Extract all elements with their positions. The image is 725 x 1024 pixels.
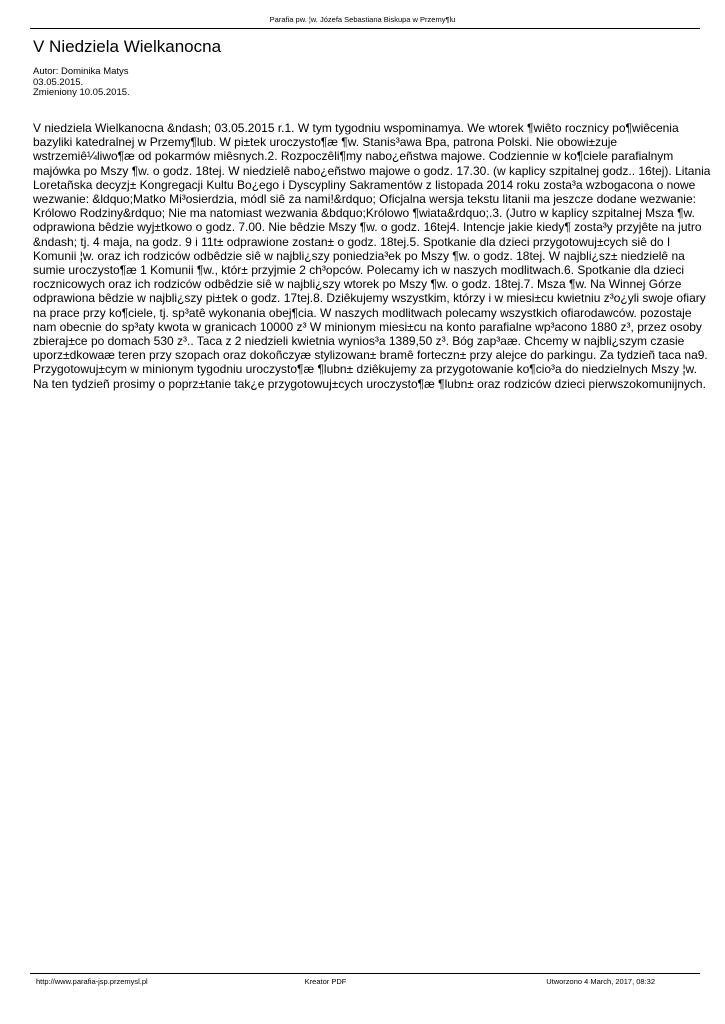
footer-url: http://www.parafia-jsp.przemysl.pl (36, 977, 148, 986)
running-header: Parafia pw. ¦w. Józefa Sebastiana Biskupa w Przemy¶lu (269, 15, 456, 24)
article-date: 03.05.2015. (33, 76, 84, 88)
article-author: Autor: Dominika Matys (33, 66, 129, 77)
footer-created-date: Utworzono 4 March, 2017, 08:32 (546, 977, 655, 986)
article-meta (33, 67, 130, 99)
article-modified-date: Zmieniony 10.05.2015. (33, 87, 130, 99)
article-title: V Niedziela Wielkanocna (33, 37, 222, 56)
footer-generator: Kreator PDF (304, 977, 347, 986)
article-body: V niedziela Wielkanocna &ndash; 03.05.2015 r.1. W tym tygodniu wspominamya. We wtorek ¶wiêto rocznicy po¶wiêcenia bazyliki katedralnej w Przemy¶lub. W pi±tek uroczysto¶æ ¶w. Stanis³awa Bpa, patrona Polski. Nie obowi±zuje wstrzemiê¼liwo¶æ od pokarmów miêsnych.2. Rozpoczêli¶my nabo¿eñstwa majowe. Codziennie w ko¶ciele parafialnym majówka po Mszy ¶w. o godz. 18tej. W niedzielê nabo¿eñstwo majowe o godz. 17.30. (w kaplicy szpitalnej godz.. 16tej). Litania Loretañska decyzj± Kongregacji Kultu Bo¿ego i Dyscypliny Sakramentów z listopada 2014 roku zosta³a wzbogacona o nowe wezwanie: &ldquo;Matko Mi³osierdzia, módl siê za nami!&rdquo; Oficjalna wersja tekstu litanii ma jeszcze dodane wezwanie: Królowo Rodziny&rdquo; Nie ma natomiast wezwania &bdquo;Królowo ¶wiata&rdquo;.3. (Jutro w kaplicy szpitalnej Msza ¶w. odprawiona bêdzie wyj±tkowo o godz. 7.00. Nie bêdzie Mszy ¶w. o godz. 16tej4. Intencje jakie kiedy¶ zosta³y przyjête na jutro &ndash; tj. 4 maja, na godz. 9 i 11t± odprawione zostan± o godz. 18tej.5. Spotkanie dla dzieci przygotowuj±cych siê do I Komunii ¦w. oraz ich rodziców odbêdzie siê w najbli¿szy poniedzia³ek po Mszy ¶w. o godz. 18tej. W najbli¿sz± niedzielê na sumie uroczysto¶æ 1 Komunii ¶w., któr± przyjmie 2 ch³opców. Polecamy ich w naszych modlitwach.6. Spotkanie dla dzieci rocznicowych oraz ich rodziców odbêdzie siê w najbli¿szy wtorek po Mszy ¶w. o godz. 18tej.7. Msza ¶w. Na Winnej Górze odprawiona bêdzie w najbli¿szy pi±tek o godz. 17tej.8. Dziêkujemy wszystkim, którzy i w miesi±cu kwietniu z³o¿yli swoje ofiary na prace przy ko¶ciele, tj. sp³atê wykonania obej¶cia. W naszych modlitwach polecamy wszystkich ofiarodawców. pozostaje nam obecnie do sp³aty kwota w granicach 10000 z³ W minionym miesi±cu na konto parafialne wp³acono 1880 z³, przez osoby zbieraj±ce po domach 530 z³.. Taca z 2 niedzieli kwietnia wynios³a 1389,50 z³. Bóg zap³aæ. Chcemy w najbli¿szym czasie uporz±dkowaæ teren przy szopach oraz dokoñczyæ stylizowan± bramê forteczn± przy alejce do parkingu. Za tydzieñ taca na9. Przygotowuj±cym w minionym tygodniu uroczysto¶æ ¶lubn± dziêkujemy za przygotowanie ko¶cio³a do niedzielnych Mszy ¦w. Na ten tydzieñ prosimy o poprz±tanie tak¿e przygotowuj±cych uroczysto¶æ ¶lubn± oraz rodziców dzieci pierwszokomunijnych. (33, 121, 711, 391)
footer-divider (30, 973, 700, 974)
header-divider (30, 28, 700, 29)
